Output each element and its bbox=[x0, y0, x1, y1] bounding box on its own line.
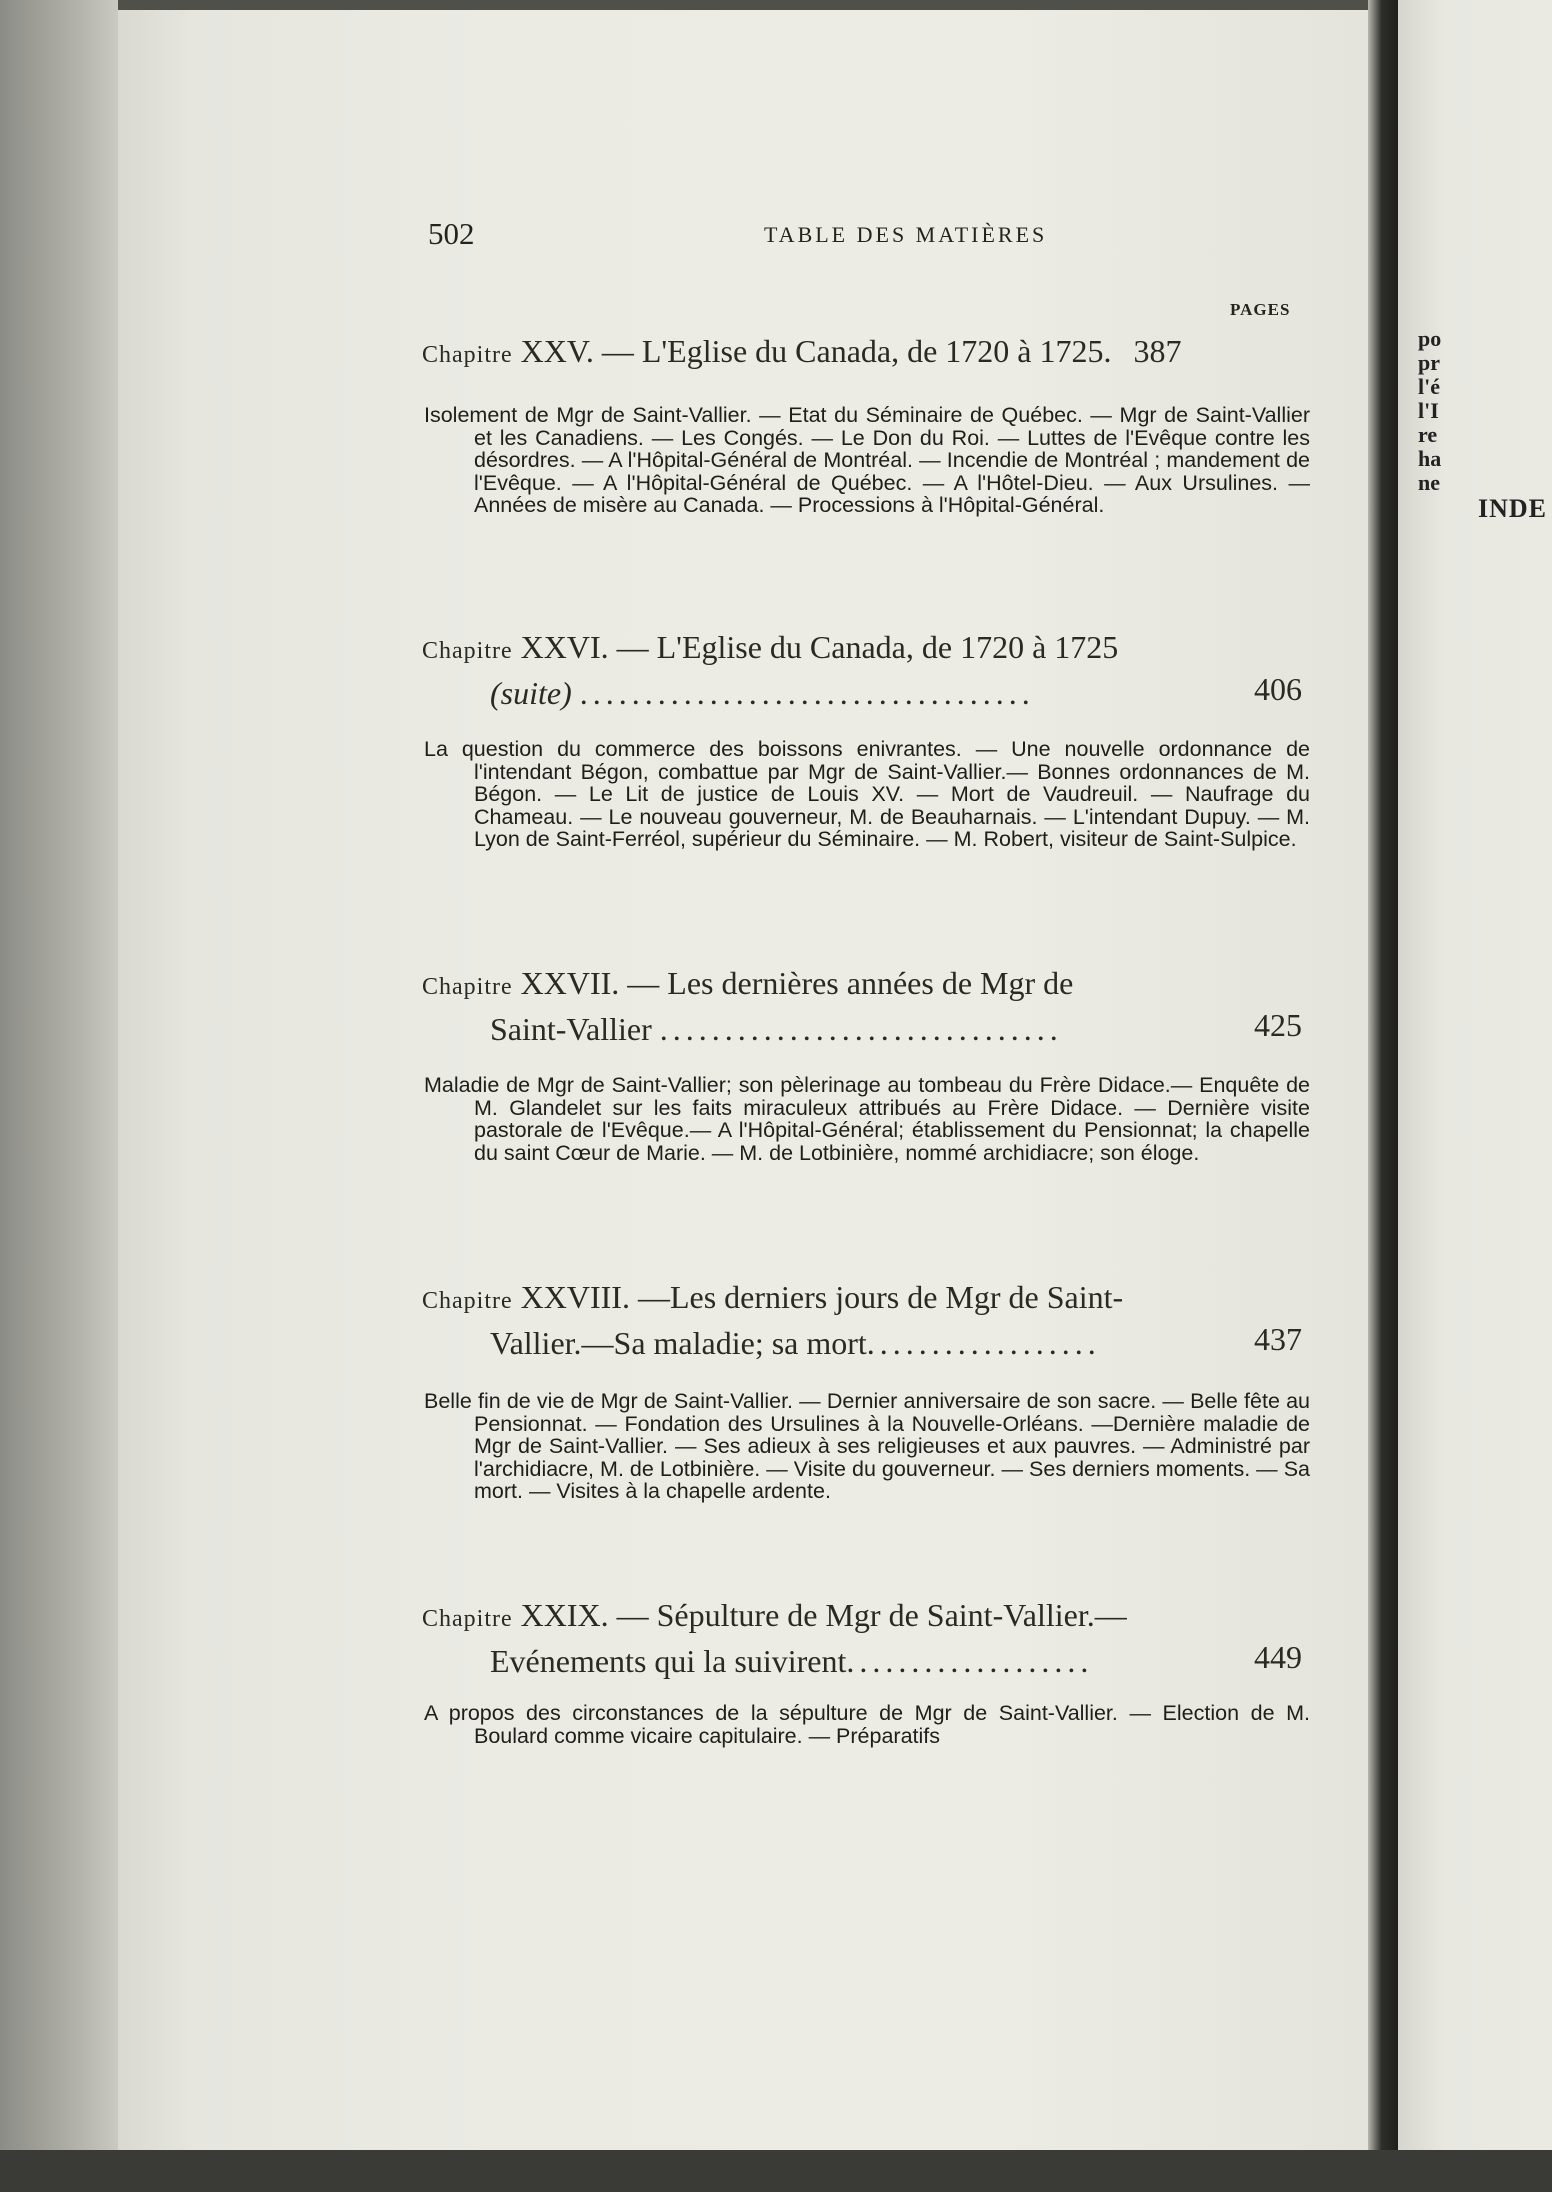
chapter-title-continued: Vallier.—Sa maladie; sa mort bbox=[490, 1325, 867, 1361]
running-title: TABLE DES MATIÈRES bbox=[764, 222, 1048, 247]
chapter-page: 425 bbox=[1254, 1007, 1302, 1043]
chapter-title-continued: (suite) bbox=[490, 675, 572, 711]
chapter-heading bbox=[422, 626, 1302, 714]
chapter-page: 449 bbox=[1254, 1639, 1302, 1675]
leader-dots: ................................... bbox=[579, 675, 1035, 711]
chapter-summary: Isolement de Mgr de Saint-Vallier. — Etat du Séminaire de Québec. — Mgr de Saint-Vallier et les Canadiens. — Les Congés. — Le Don du Roi. — Luttes de l'Evêque contre les désordres. — A l'Hôpital-Général de Montréal. — Incendie de Montréal ; mandement de l'Evêque. — A l'Hôpital-Général de Québec. — A l'Hôtel-Dieu. — Aux Ursulines. — Années de misère au Canada. — Processions à l'Hôpital-Général. bbox=[424, 403, 1310, 517]
chapter-numeral: XXVII. bbox=[520, 965, 620, 1001]
chapter-page: 406 bbox=[1254, 671, 1302, 707]
chapter-page: 387 bbox=[1133, 333, 1182, 369]
page-number: 502 bbox=[428, 216, 475, 251]
chapter-summary: Belle fin de vie de Mgr de Saint-Vallier. — Dernier anniversaire de son sacre. — Belle fête au Pensionnat. — Fondation des Ursulines à la Nouvelle-Orléans. —Dernière maladie de Mgr de Saint-Vallier. — Ses adieux à ses religieuses et aux pauvres. — Administré par l'archidiacre, M. de Lotbinière. — Visite du gouverneur. — Ses derniers moments. — Sa mort. — Visites à la chapelle ardente. bbox=[424, 1389, 1310, 1503]
page-top-edge bbox=[118, 0, 1388, 10]
right-page-fragment: ne bbox=[1418, 470, 1440, 495]
leader-dots: ................... bbox=[846, 1643, 1094, 1679]
right-page-fragment: re bbox=[1418, 422, 1438, 447]
chapter-label: Chapitre bbox=[422, 342, 513, 368]
right-page-fragment: ha bbox=[1418, 446, 1442, 471]
chapter-label: Chapitre bbox=[422, 638, 513, 664]
right-page-fragment: pr bbox=[1418, 350, 1440, 375]
right-page-fragment: po bbox=[1418, 326, 1442, 351]
chapter-title: — L'Eglise du Canada, de 1720 à 1725. bbox=[601, 333, 1112, 369]
chapter-title: — L'Eglise du Canada, de 1720 à 1725 bbox=[616, 629, 1119, 665]
leader-dots: ............................... bbox=[659, 1011, 1063, 1047]
page-gutter-shadow bbox=[0, 0, 132, 2192]
chapter-summary: Maladie de Mgr de Saint-Vallier; son pèlerinage au tombeau du Frère Didace.— Enquête de M. Glandelet sur les faits miraculeux attribués au Frère Didace. — Dernière visite pastorale de l'Evêque.— A l'Hôpital-Général; établissement du Pensionnat; la chapelle du saint Cœur de Marie. — M. de Lotbinière, nommé archidiacre; son éloge. bbox=[424, 1073, 1310, 1165]
chapter-summary: A propos des circonstances de la sépulture de Mgr de Saint-Vallier. — Election de M. Boulard comme vicaire capitulaire. — Préparatifs bbox=[424, 1701, 1310, 1748]
chapter-page: 437 bbox=[1254, 1321, 1302, 1357]
chapter-numeral: XXVIII. bbox=[520, 1279, 630, 1315]
right-page-fragment: l'I bbox=[1418, 398, 1439, 423]
chapter-numeral: XXVI. bbox=[520, 629, 609, 665]
right-page-fragment: l'é bbox=[1418, 374, 1440, 399]
chapter-heading bbox=[422, 330, 1182, 376]
chapter-numeral: XXIX. bbox=[520, 1597, 609, 1633]
chapter-title: — Les dernières années de Mgr de bbox=[627, 965, 1074, 1001]
chapter-heading bbox=[422, 1594, 1302, 1682]
chapter-heading bbox=[422, 962, 1302, 1050]
leader-dots: .................. bbox=[866, 1325, 1101, 1361]
chapter-label: Chapitre bbox=[422, 1606, 513, 1632]
chapter-heading bbox=[422, 1276, 1302, 1364]
book-fold bbox=[1368, 0, 1398, 2192]
pages-column-label: PAGES bbox=[1230, 300, 1291, 319]
scan-bottom-band bbox=[0, 2150, 1552, 2192]
chapter-title-continued: Saint-Vallier bbox=[490, 1011, 652, 1047]
chapter-summary: La question du commerce des boissons enivrantes. — Une nouvelle ordonnance de l'intendant Bégon, combattue par Mgr de Saint-Vallier.— Bonnes ordonnances de M. Bégon. — Le Lit de justice de Louis XV. — Mort de Vaudreuil. — Naufrage du Chameau. — Le nouveau gouverneur, M. de Beauharnais. — L'intendant Dupuy. — M. Lyon de Saint-Ferréol, supérieur du Séminaire. — M. Robert, visiteur de Saint-Sulpice. bbox=[424, 737, 1310, 851]
chapter-numeral: XXV. bbox=[520, 333, 594, 369]
chapter-title: —Les derniers jours de Mgr de Saint- bbox=[637, 1279, 1124, 1315]
chapter-title: — Sépulture de Mgr de Saint-Vallier.— bbox=[616, 1597, 1127, 1633]
right-page-index-label: INDE bbox=[1478, 494, 1548, 523]
chapter-title-continued: Evénements qui la suivirent bbox=[490, 1643, 847, 1679]
chapter-label: Chapitre bbox=[422, 974, 513, 1000]
chapter-label: Chapitre bbox=[422, 1288, 513, 1314]
